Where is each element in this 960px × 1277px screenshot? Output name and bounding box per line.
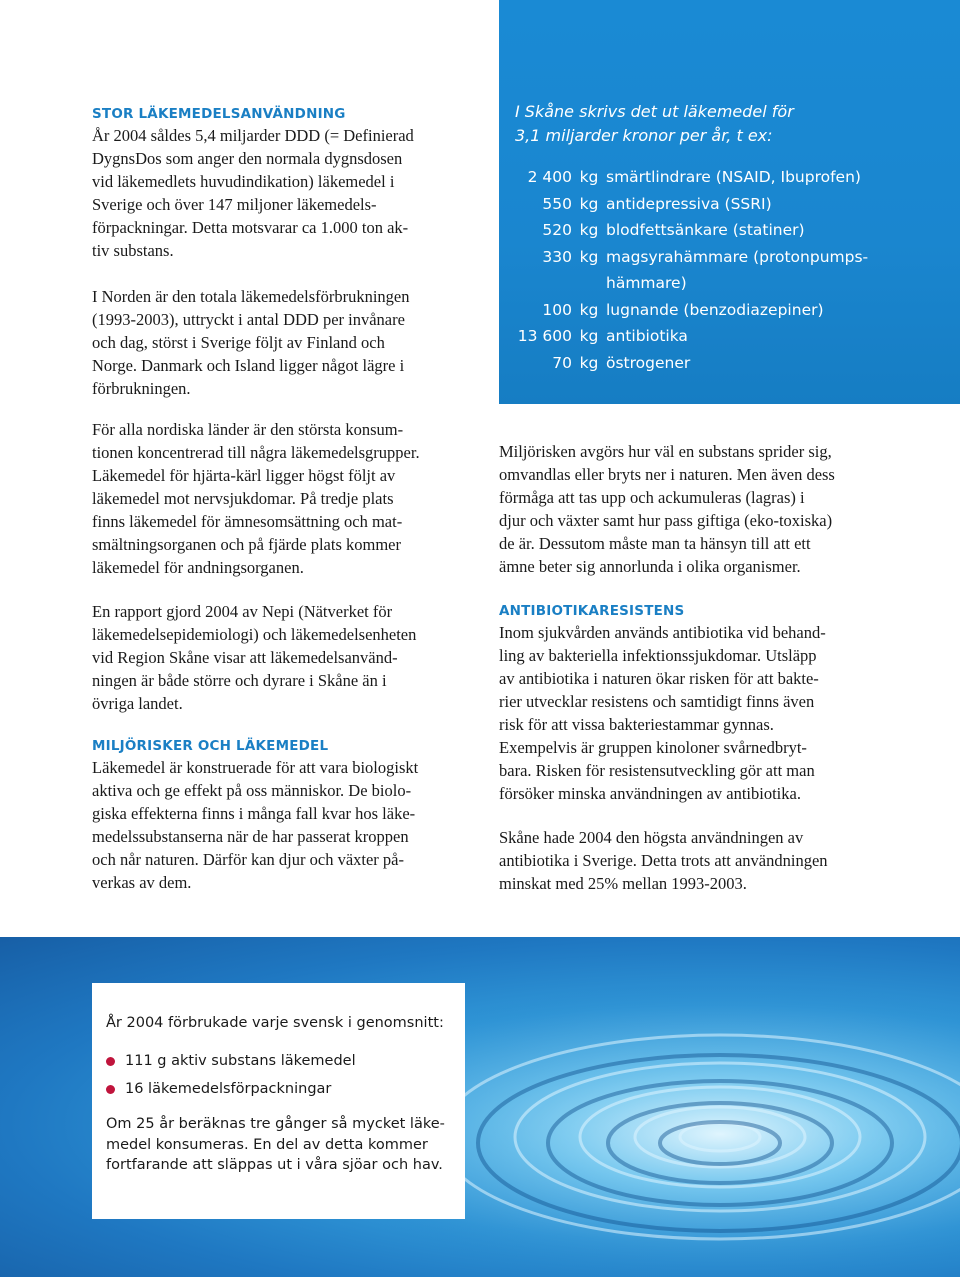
bullet-icon xyxy=(106,1057,115,1066)
paragraph-ddd-sales: År 2004 såldes 5,4 miljarder DDD (= Definierad DygnsDos som anger den normala dygnsdosen vid läkemedlets huvudindikation) läkemedel i Sverige och över 147 miljoner läkemedels- förpackningar. Detta motsvarar ca 1.000 ton ak- tiv substans. xyxy=(92,126,414,260)
stat-amount: 100 xyxy=(542,300,572,319)
stat-desc: antibiotika xyxy=(606,327,688,345)
skane-stats-box xyxy=(499,0,960,404)
stat-unit xyxy=(572,270,606,297)
paragraph-nepi-rapport: En rapport gjord 2004 av Nepi (Nätverket för läkemedelsepidemiologi) och läkemedelsenheten vid Region Skåne visar att läkemedelsanvänd- ningen är både större och dyrare i Skåne än i övriga landet. xyxy=(92,602,417,713)
right-column-section xyxy=(499,601,899,805)
stat-amount: 2 400 xyxy=(527,168,572,186)
stat-row xyxy=(499,270,960,297)
paragraph-miljorisken: Miljörisken avgörs hur väl en substans sprider sig, omvandlas eller bryts ner i naturen. Men även dess förmåga att tas upp och ackumuleras (lagras) i djur och växter samt hur pass giftiga (eko-toxiska) de är. Dessutom måste man ta hänsyn till att ett ämne beter sig annorlunda i olika organismer. xyxy=(499,442,835,576)
stat-unit: kg xyxy=(579,194,599,213)
stat-unit: kg xyxy=(579,300,599,319)
stat-amount xyxy=(499,270,572,297)
stat-desc: blodfettsänkare (statiner) xyxy=(606,221,805,239)
left-column-p4 xyxy=(92,600,472,715)
stats-list xyxy=(499,164,960,376)
right-column-p1 xyxy=(499,440,899,578)
stat-unit: kg xyxy=(579,221,599,239)
stat-amount: 13 600 xyxy=(517,327,572,345)
stat-desc: lugnande (benzodiazepiner) xyxy=(606,300,824,319)
stat-amount: 70 xyxy=(552,353,572,372)
stat-unit: kg xyxy=(579,247,599,266)
stat-desc: hämmare) xyxy=(606,274,687,292)
stat-amount: 330 xyxy=(542,247,572,266)
stat-unit: kg xyxy=(579,353,599,372)
right-column-p3 xyxy=(499,826,899,895)
stat-desc: magsyrahämmare (protonpumps- xyxy=(606,247,869,266)
heading-miljorisker: MILJÖRISKER OCH LÄKEMEDEL xyxy=(92,738,329,754)
stat-amount: 550 xyxy=(542,194,572,213)
bullet-icon xyxy=(106,1085,115,1094)
stat-desc: antidepressiva (SSRI) xyxy=(606,194,772,213)
stat-row xyxy=(499,323,960,350)
list-item-label: 111 g aktiv substans läkemedel xyxy=(125,1053,356,1069)
left-column xyxy=(92,104,472,262)
stat-unit: kg xyxy=(579,327,599,345)
paragraph-nordiska-lander: För alla nordiska länder är den största konsum- tionen koncentrerad till några läkemedelsgrupper. Läkemedel för hjärta-kärl ligger högst följt av läkemedel mot nervsjukdomar. På tredje plats finns läkemedel för ämnesomsättning och mat- smältningsorganen och på fjärde plats kommer läkemedel för andningsorganen. xyxy=(92,420,420,577)
left-column-section2 xyxy=(92,736,472,894)
average-consumption-box xyxy=(92,983,465,1219)
paragraph-norden: I Norden är den totala läkemedelsförbrukningen (1993-2003), uttryckt i antal DDD per invånare och dag, störst i Sverige följt av Finland och Norge. Danmark och Island ligger något lägre i förbrukningen. xyxy=(92,287,410,398)
heading-antibiotikaresistens: ANTIBIOTIKARESISTENS xyxy=(499,603,685,619)
info-box-title: År 2004 förbrukade varje svensk i genomsnitt: xyxy=(106,1015,444,1031)
left-column-p3 xyxy=(92,418,472,579)
left-column-p2 xyxy=(92,285,472,400)
stat-amount: 520 xyxy=(542,221,572,239)
consumption-list xyxy=(106,1047,356,1103)
stats-intro: I Skåne skrivs det ut läkemedel för 3,1 miljarder kronor per år, t ex: xyxy=(515,102,794,145)
stat-desc: östrogener xyxy=(606,353,691,372)
stat-unit: kg xyxy=(579,168,599,186)
stat-row xyxy=(499,350,960,377)
info-box-outro: Om 25 år beräknas tre gånger så mycket läke- medel konsumeras. En del av detta kommer fortfarande att släppas ut i våra sjöar och hav. xyxy=(106,1116,445,1173)
list-item xyxy=(106,1047,356,1075)
stat-row xyxy=(499,164,960,191)
stat-row xyxy=(499,191,960,218)
list-item xyxy=(106,1075,356,1103)
stat-desc: smärtlindrare (NSAID, Ibuprofen) xyxy=(606,168,861,186)
stat-row xyxy=(499,244,960,271)
paragraph-skane-antibiotika: Skåne hade 2004 den högsta användningen av antibiotika i Sverige. Detta trots att användningen minskat med 25% mellan 1993-2003. xyxy=(499,828,828,893)
stat-row xyxy=(499,297,960,324)
stat-row xyxy=(499,217,960,244)
list-item-label: 16 läkemedelsförpackningar xyxy=(125,1081,332,1097)
paragraph-antibiotika: Inom sjukvården används antibiotika vid behand- ling av bakteriella infektionssjukdomar. Utsläpp av antibiotika i naturen ökar risken för att bakte- rier utvecklar resistens och samtidigt finns även risk för att vissa bakteriestammar gynnas. Exempelvis är gruppen kinoloner svårnedbryt- bara. Risken för resistensutveckling gör att man försöker minska användningen av antibiotika. xyxy=(499,623,826,803)
paragraph-miljorisker: Läkemedel är konstruerade för att vara biologiskt aktiva och ge effekt på oss människor. De biolo- giska effekterna finns i många fall kvar hos läke- medelssubstanserna när de har passerat kroppen och når naturen. Därför kan djur och växter på- verkas av dem. xyxy=(92,758,419,892)
heading-stor-lakemedelsanvandning: STOR LÄKEMEDELSANVÄNDNING xyxy=(92,106,346,122)
